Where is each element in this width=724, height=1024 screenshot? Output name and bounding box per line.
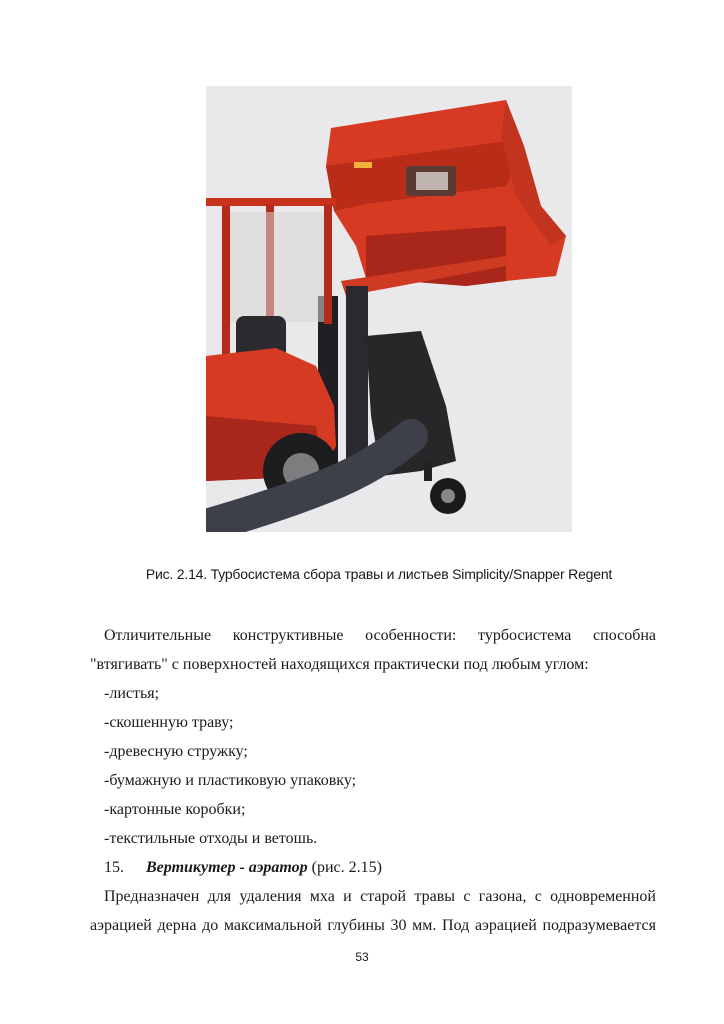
list-item: -картонные коробки; [104, 801, 246, 818]
paragraph-line: Предназначен для удаления мха и старой травы с газона, с одновременной [104, 888, 656, 905]
list-item: -листья; [104, 685, 160, 702]
paragraph-line: аэрацией дерна до максимальной глубины 30 мм. Под аэрацией подразумевается [90, 917, 656, 934]
list-item: -бумажную и пластиковую упаковку; [104, 772, 357, 789]
paragraph-features [90, 621, 656, 679]
paragraph-line: "втягивать" с поверхностей находящихся практически под любым углом: [90, 656, 589, 673]
section-heading [104, 853, 382, 882]
tractor-collector-illustration [206, 86, 572, 532]
list-item: -скошенную траву; [104, 714, 234, 731]
figure-photo [206, 86, 572, 532]
section-figure-ref: (рис. 2.15) [311, 859, 382, 876]
list-item: -текстильные отходы и ветошь. [104, 830, 318, 847]
paragraph-line: Отличительные конструктивные особенности: турбосистема способна [104, 627, 656, 644]
section-title: Вертикутер - аэратор [146, 859, 308, 876]
section-number: 15. [104, 859, 124, 876]
page-number: 53 [355, 950, 369, 964]
paragraph-description [90, 882, 656, 940]
features-list [104, 679, 356, 853]
list-item: -древесную стружку; [104, 743, 248, 760]
figure-caption: Рис. 2.14. Турбосистема сбора травы и листьев Simplicity/Snapper Regent [145, 566, 613, 582]
